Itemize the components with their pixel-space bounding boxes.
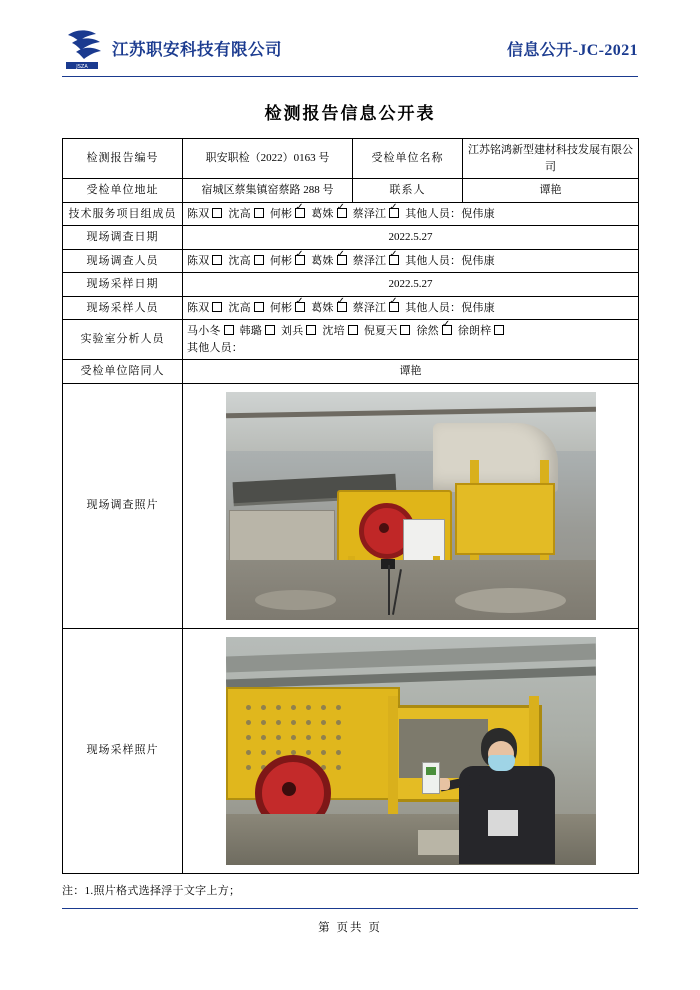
sampling-other-label: 其他人员：	[405, 301, 462, 314]
member-name: 徐朗梓	[457, 325, 492, 337]
table-row	[63, 202, 639, 226]
survey-members-cell	[183, 249, 639, 273]
contact-label: 联系人	[353, 179, 463, 203]
member-name: 韩璐	[239, 325, 263, 337]
photo1-label: 现场调查照片	[63, 383, 183, 628]
table-row	[63, 628, 639, 873]
member-checkbox[interactable]	[389, 302, 399, 312]
address-value: 宿城区蔡集镇窑蔡路 288 号	[183, 179, 353, 203]
member-checkbox[interactable]	[295, 302, 305, 312]
table-row	[63, 179, 639, 203]
report-info-table	[62, 138, 639, 874]
table-row	[63, 320, 639, 360]
member-name: 徐然	[416, 325, 439, 337]
member-name: 陈双	[187, 301, 210, 314]
member-checkbox[interactable]	[337, 255, 347, 265]
photo1-cell	[183, 383, 639, 628]
company-name: 江苏职安科技有限公司	[112, 40, 282, 59]
table-row	[63, 383, 639, 628]
member-name: 何彬	[269, 301, 293, 314]
team-other-label: 其他人员：	[405, 207, 462, 220]
member-name: 葛姝	[311, 301, 334, 314]
member-name: 蔡泽江	[352, 254, 387, 267]
page-title: 检测报告信息公开表	[264, 104, 436, 123]
photo2-cell	[183, 628, 639, 873]
page-content	[62, 22, 638, 898]
member-checkbox[interactable]	[494, 325, 504, 335]
member-name: 倪夏天	[363, 325, 398, 337]
lab-members-cell	[183, 320, 639, 360]
team-members-cell	[183, 202, 639, 226]
client-label: 受检单位名称	[353, 139, 463, 179]
member-checkbox[interactable]	[295, 255, 305, 265]
member-name: 沈培	[322, 325, 345, 337]
client-value: 江苏铭鸿新型建材科技发展有限公司	[463, 139, 639, 179]
table-row	[63, 226, 639, 250]
company-logo-icon	[62, 25, 106, 71]
member-name: 何彬	[269, 207, 293, 220]
member-checkbox[interactable]	[337, 208, 347, 218]
report-no-label: 检测报告编号	[63, 139, 183, 179]
sampling-photo	[226, 637, 596, 865]
member-checkbox[interactable]	[306, 325, 316, 335]
member-name: 何彬	[269, 254, 293, 267]
member-name: 马小冬	[187, 325, 221, 337]
member-name: 蔡泽江	[352, 207, 387, 220]
sampling-date-value: 2022.5.27	[183, 273, 639, 297]
table-row	[63, 139, 639, 179]
member-checkbox[interactable]	[212, 302, 222, 312]
survey-people-label: 现场调查人员	[63, 249, 183, 273]
member-name: 葛姝	[311, 207, 334, 220]
header-left	[62, 25, 282, 71]
member-name: 陈双	[187, 254, 210, 267]
escort-label: 受检单位陪同人	[63, 360, 183, 384]
sampling-members-list	[187, 302, 405, 314]
sampling-date-label: 现场采样日期	[63, 273, 183, 297]
member-name: 沈高	[228, 254, 251, 267]
team-label: 技术服务项目组成员	[63, 202, 183, 226]
table-row	[63, 296, 639, 320]
lab-label: 实验室分析人员	[63, 320, 183, 360]
table-row	[63, 249, 639, 273]
footer-divider	[62, 908, 638, 909]
survey-date-value: 2022.5.27	[183, 226, 639, 250]
document-header	[62, 22, 638, 74]
survey-members-list	[187, 255, 405, 267]
survey-other-value: 倪伟康	[461, 254, 495, 267]
member-checkbox[interactable]	[295, 208, 305, 218]
member-checkbox[interactable]	[254, 302, 264, 312]
escort-value: 谭艳	[183, 360, 639, 384]
member-checkbox[interactable]	[254, 255, 264, 265]
member-name: 沈高	[228, 207, 251, 220]
member-name: 蔡泽江	[352, 301, 387, 314]
member-checkbox[interactable]	[442, 325, 452, 335]
sampling-other-value: 倪伟康	[461, 301, 495, 314]
footnote: 注：1.照片格式选择浮于文字上方；	[62, 884, 241, 897]
header-divider	[62, 76, 638, 77]
page-number: 第 页共 页	[318, 922, 382, 934]
table-row	[63, 273, 639, 297]
address-label: 受检单位地址	[63, 179, 183, 203]
member-checkbox[interactable]	[265, 325, 275, 335]
document-code: 信息公开-JC-2021	[506, 41, 638, 59]
team-members-list	[187, 208, 405, 220]
member-name: 陈双	[187, 207, 210, 220]
contact-value: 谭艳	[463, 179, 639, 203]
document-footer	[62, 908, 638, 935]
member-checkbox[interactable]	[400, 325, 410, 335]
lab-other-label: 其他人员：	[187, 341, 243, 354]
team-other-value: 倪伟康	[461, 207, 495, 220]
member-name: 葛姝	[311, 254, 334, 267]
svg-text:JSZA: JSZA	[76, 64, 88, 70]
member-name: 沈高	[228, 301, 251, 314]
survey-date-label: 现场调查日期	[63, 226, 183, 250]
table-row	[63, 360, 639, 384]
report-no-value: 职安职检（2022）0163 号	[183, 139, 353, 179]
member-checkbox[interactable]	[254, 208, 264, 218]
member-checkbox[interactable]	[224, 325, 234, 335]
member-name: 刘兵	[281, 325, 304, 337]
member-checkbox[interactable]	[348, 325, 358, 335]
photo2-label: 现场采样照片	[63, 628, 183, 873]
member-checkbox[interactable]	[212, 255, 222, 265]
member-checkbox[interactable]	[337, 302, 347, 312]
member-checkbox[interactable]	[212, 208, 222, 218]
survey-other-label: 其他人员：	[405, 254, 462, 267]
survey-photo	[226, 392, 596, 620]
member-checkbox[interactable]	[389, 208, 399, 218]
sampling-members-cell	[183, 296, 639, 320]
lab-members-list	[187, 323, 634, 340]
sampling-people-label: 现场采样人员	[63, 296, 183, 320]
member-checkbox[interactable]	[389, 255, 399, 265]
